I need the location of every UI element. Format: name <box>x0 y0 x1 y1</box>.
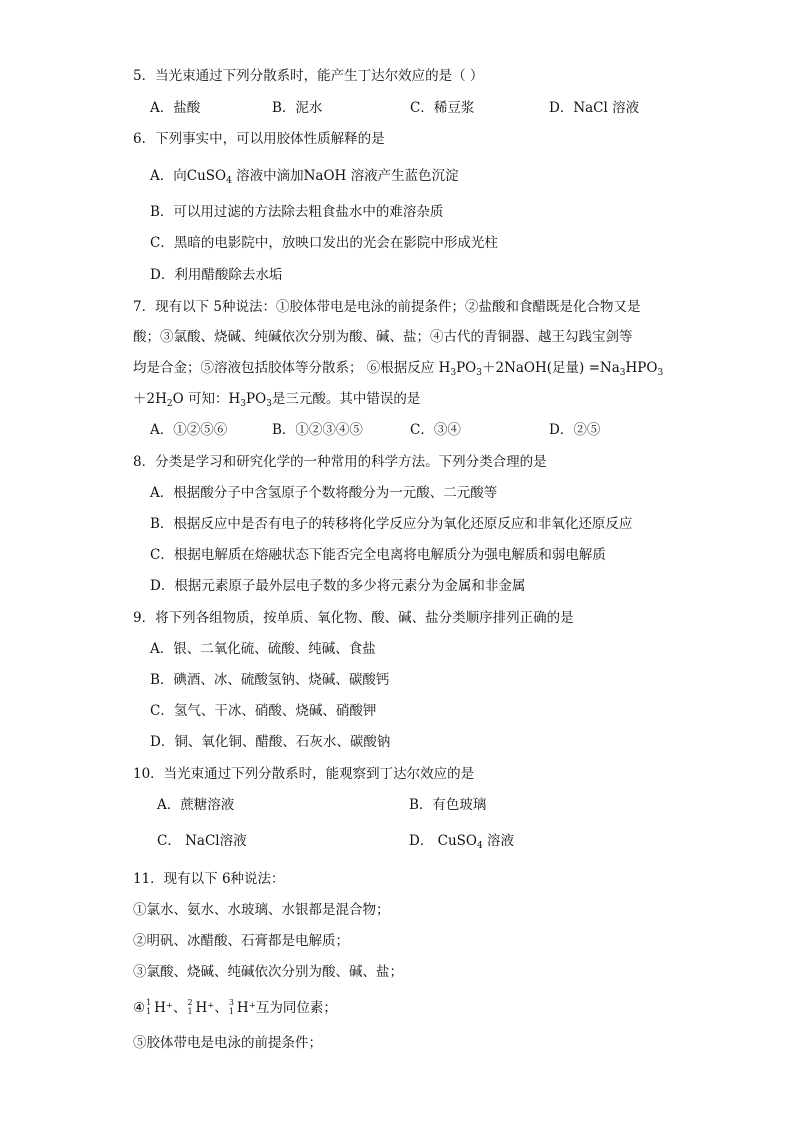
q10-option-a[interactable]: A．蔗糖溶液 <box>157 797 235 813</box>
q7-option-a[interactable]: A．①②⑤⑥ <box>150 422 228 438</box>
q5-option-d[interactable]: D．NaCl 溶液 <box>549 100 640 116</box>
q7-option-c[interactable]: C．③④ <box>410 422 461 438</box>
q5-option-c[interactable]: C．稀豆浆 <box>410 100 475 116</box>
q9-option-b[interactable]: B．碘酒、冰、硫酸氢钠、烧碱、碳酸钙 <box>150 672 390 688</box>
q11-stem: 11．现有以下 6种说法： <box>133 871 285 887</box>
q8-option-d[interactable]: D．根据元素原子最外层电子数的多少将元素分为金属和非金属 <box>150 578 526 594</box>
isotope-notation: 1 1 <box>146 998 152 1016</box>
q8-option-c[interactable]: C．根据电解质在熔融状态下能否完全电离将电解质分为强电解质和弱电解质 <box>150 547 606 563</box>
isotope-notation: 2 1 <box>187 998 193 1016</box>
q10-stem: 10．当光束通过下列分散系时，能观察到丁达尔效应的是 <box>133 766 475 782</box>
q10-option-d[interactable]: D． CuSO$_4$ 溶液 <box>409 833 514 851</box>
q6-option-a[interactable]: A．向CuSO$_4$ 溶液中滴加NaOH 溶液产生蓝色沉淀 <box>150 168 459 186</box>
q7-stem-line-2: 酸；③氯酸、烧碱、纯碱依次分别为酸、碱、盐；④古代的青铜器、越王勾践宝剑等 <box>133 329 633 345</box>
q6-option-c[interactable]: C．黑暗的电影院中，放映口发出的光会在影院中形成光柱 <box>150 235 498 251</box>
q11-statement-1: ①氯水、氨水、水玻璃、水银都是混合物； <box>133 902 390 918</box>
q9-option-c[interactable]: C．氢气、干冰、硝酸、烧碱、硝酸钾 <box>150 703 377 719</box>
q6-option-b[interactable]: B．可以用过滤的方法除去粗食盐水中的难溶杂质 <box>150 204 444 220</box>
q11-statement-3: ③氯酸、烧碱、纯碱依次分别为酸、碱、盐； <box>133 964 403 980</box>
q10-option-b[interactable]: B．有色玻璃 <box>409 797 487 813</box>
q5-option-a[interactable]: A．盐酸 <box>150 100 201 116</box>
q8-option-a[interactable]: A．根据酸分子中含氢原子个数将酸分为一元酸、二元酸等 <box>150 485 498 501</box>
q11-statement-2: ②明矾、冰醋酸、石膏都是电解质； <box>133 933 349 949</box>
q11-statement-5: ⑤胶体带电是电泳的前提条件； <box>133 1035 322 1051</box>
q7-option-b[interactable]: B．①②③④⑤ <box>272 422 363 438</box>
q9-stem: 9．将下列各组物质，按单质、氧化物、酸、碱、盐分类顺序排列正确的是 <box>133 610 574 626</box>
q5-option-b[interactable]: B．泥水 <box>272 100 323 116</box>
q8-option-b[interactable]: B．根据反应中是否有电子的转移将化学反应分为氧化还原反应和非氧化还原反应 <box>150 516 633 532</box>
q6-stem: 6．下列事实中，可以用胶体性质解释的是 <box>133 131 385 147</box>
q9-option-d[interactable]: D．铜、氧化铜、醋酸、石灰水、碳酸钠 <box>150 734 391 750</box>
q7-stem-line-3: 均是合金；⑤溶液包括胶体等分散系； ⑥根据反应 $H_3PO_3+2NaOH$(足量) $=Na_3HPO_3$ <box>133 360 664 378</box>
q10-option-c[interactable]: C． NaCl溶液 <box>157 833 247 849</box>
q11-statement-4: ④ 1 1 H⁺、 2 1 H⁺、 3 1 H⁺互为同位素； <box>133 998 337 1016</box>
q9-option-a[interactable]: A．银、二氧化硫、硫酸、纯碱、食盐 <box>150 641 376 657</box>
q7-option-d[interactable]: D．②⑤ <box>549 422 601 438</box>
q5-stem: 5．当光束通过下列分散系时，能产生丁达尔效应的是（ ） <box>133 68 484 84</box>
isotope-notation: 3 1 <box>228 998 235 1016</box>
q8-stem: 8．分类是学习和研究化学的一种常用的科学方法。下列分类合理的是 <box>133 454 547 470</box>
q7-stem-line-4: $+2H_2O$ 可知：$H_3PO_3$是三元酸。其中错误的是 <box>133 391 421 409</box>
q6-option-d[interactable]: D．利用醋酸除去水垢 <box>150 267 283 283</box>
q7-stem-line-1: 7．现有以下 5种说法：①胶体带电是电泳的前提条件；②盐酸和食醋既是化合物又是 <box>133 299 641 315</box>
